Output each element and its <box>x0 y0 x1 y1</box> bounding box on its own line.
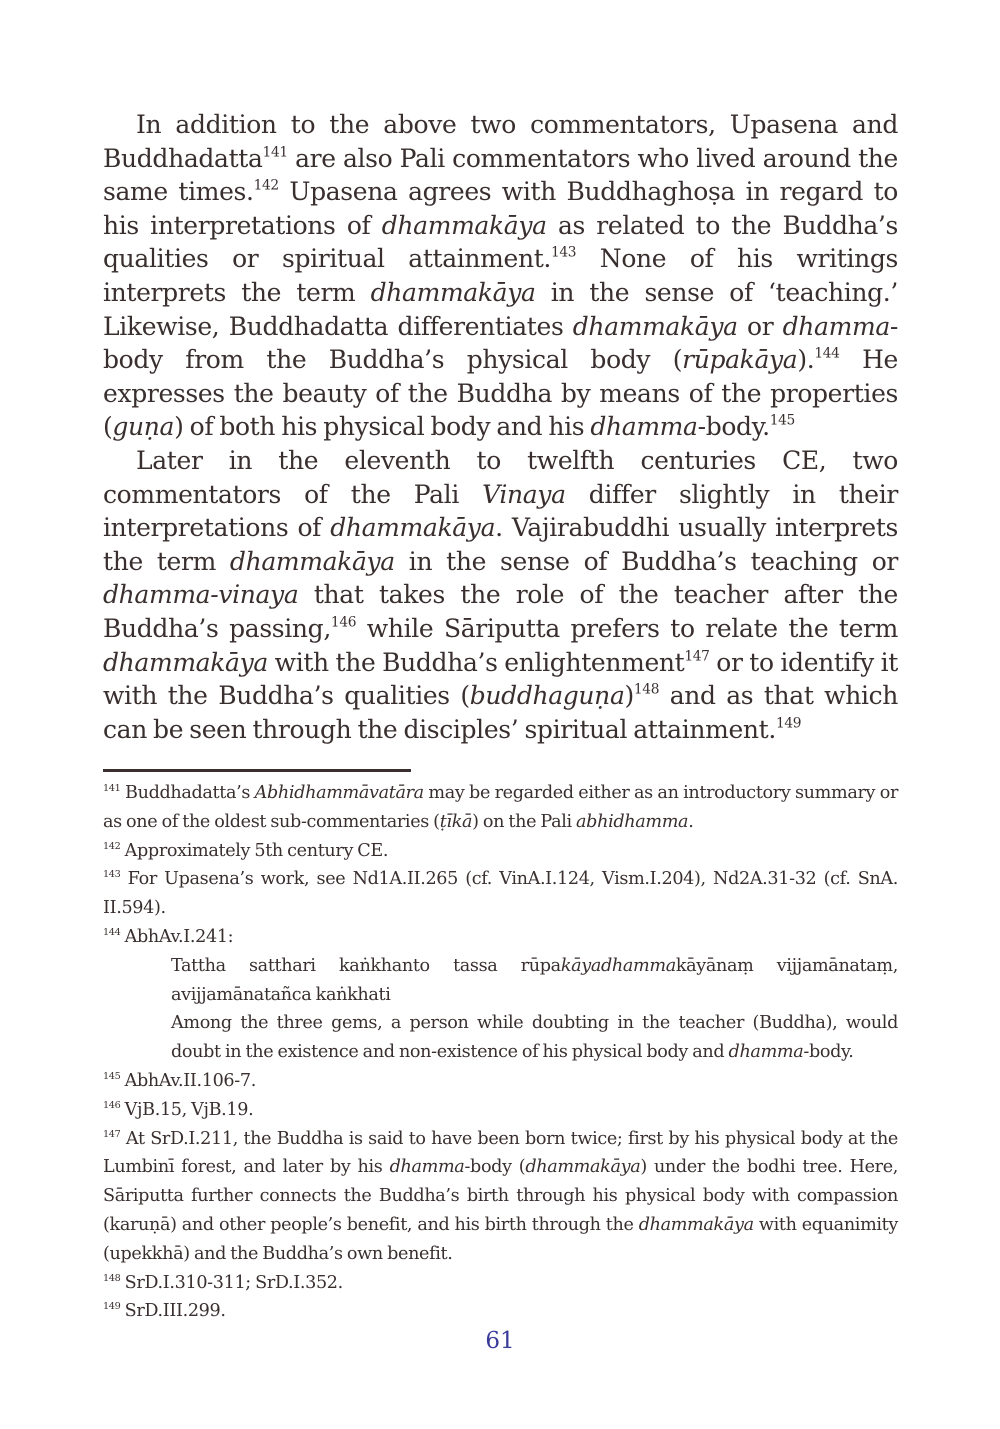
paragraph-2: Later in the eleventh to twelfth centuries CE, two commentators of the Pali Vinaya differ slightly in their interpretations of dhammakāya. Vajirabuddhi usually interprets the term dhammakāya in the sense of Buddha’s teaching or dhamma-vinaya that takes the role of the teacher after the Buddha’s passing,$^{146}$ while Sāriputta prefers to relate the term dhammakāya with the Buddha’s enlightenment$^{147}$ or to identify it with the Buddha’s qualities (buddhaguṇa)$^{148}$ and as that which can be seen through the disciples’ spiritual attainment.$^{149}$ <box>103 445 898 744</box>
body-text <box>103 108 898 746</box>
footnote-143: $^{143}$ For Upasena’s work, see Nd1A.II.265 (cf. VinA.I.124, Vism.I.204), Nd2A.31-32 (cf. SnA. II.594). <box>103 869 898 919</box>
page-number: 61 <box>485 1328 515 1354</box>
footnotes <box>103 779 898 1326</box>
footnote-147: $^{147}$ At SrD.I.211, the Buddha is said to have been born twice; first by his physical body at the Lumbinī forest, and later by his dhamma-body (dhammakāya) under the bodhi tree. Here, Sāriputta further connects the Buddha’s birth through his physical body with compassion (karuṇā) and other people’s benefit, and his birth through the dhammakāya with equanimity (upekkhā) and the Buddha’s own benefit. <box>103 1128 898 1264</box>
footnote-142: $^{142}$ Approximately 5th century CE. <box>103 840 389 861</box>
footnote-146: $^{146}$ VjB.15, VjB.19. <box>103 1099 254 1120</box>
footnote-divider <box>103 769 411 772</box>
footnote-148: $^{148}$ SrD.I.310-311; SrD.I.352. <box>103 1272 343 1293</box>
footnote-149: $^{149}$ SrD.III.299. <box>103 1301 226 1322</box>
paragraph-1: In addition to the above two commentators, Upasena and Buddhadatta$^{141}$ are also Pali commentators who lived around the same times.$^{142}$ Upasena agrees with Buddhaghoṣa in regard to his interpretations of dhammakāya as related to the Buddha’s qualities or spiritual attainment.$^{143}$ None of his writings interprets the term dhammakāya in the sense of ‘teaching.’ Likewise, Buddhadatta differentiates dhammakāya or dhamma-body from the Buddha’s physical body (rūpakāya).$^{144}$ He expresses the beauty of the Buddha by means of the properties (guṇa) of both his physical body and his dhamma-body.$^{145}$ <box>103 110 899 442</box>
footnote-144: $^{144}$ AbhAv.I.241: <box>103 926 234 947</box>
footnote-144-pali-quote: Tattha satthari kaṅkhanto tassa rūpakāyadhammakāyānaṃ vijjamānataṃ, avijjamānatañca kaṅkhati <box>171 955 898 1005</box>
footnote-141: $^{141}$ Buddhadatta’s Abhidhammāvatāra may be regarded either as an introductory summary or as one of the oldest sub-commentaries (ṭīkā) on the Pali abhidhamma. <box>103 782 899 832</box>
footnote-145: $^{145}$ AbhAv.II.106-7. <box>103 1070 256 1091</box>
footnote-144-translation: Among the three gems, a person while doubting in the teacher (Buddha), would doubt in the existence and non-existence of his physical body and dhamma-body. <box>171 1013 898 1063</box>
